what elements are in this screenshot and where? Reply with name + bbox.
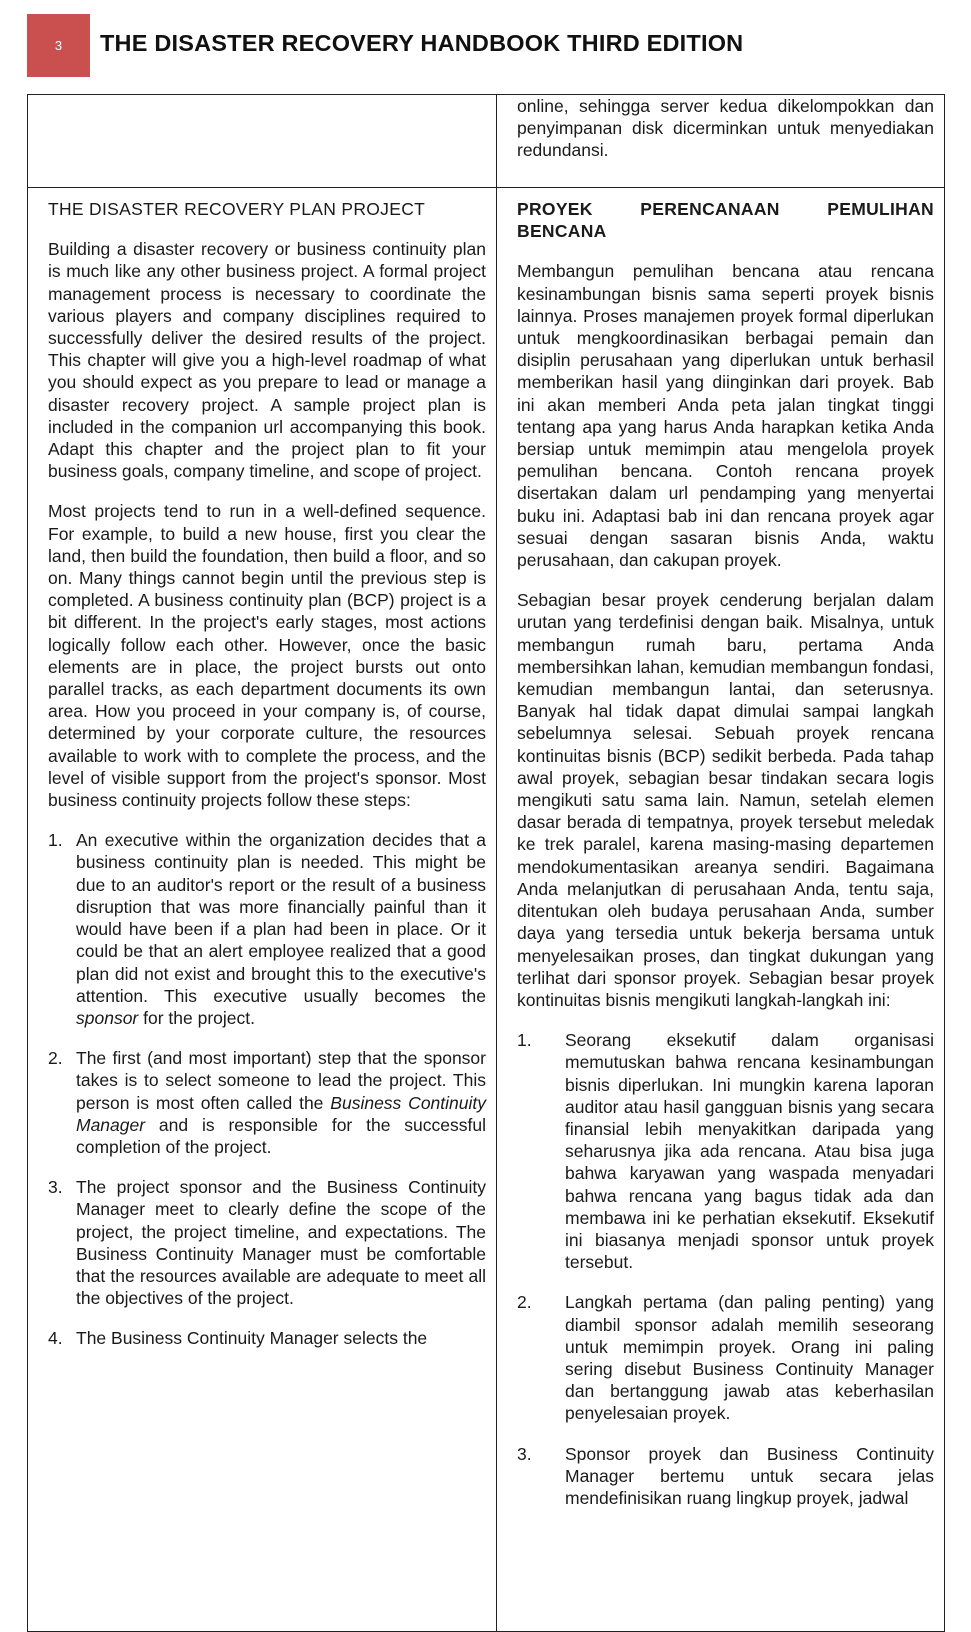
step-text: The first (and most important) step that the sponsor takes is to select someone to lead the project. This person is most often called the [76, 1048, 486, 1113]
step-text-end: and is responsible for the successful completion of the project. [76, 1114, 486, 1157]
list-item [48, 829, 486, 1029]
step-text-end: for the project. [138, 1007, 255, 1028]
continued-paragraph: online, sehingga server kedua dikelompokkan dan penyimpanan disk dicerminkan untuk menyediakan redundansi. [517, 96, 934, 161]
list-number: 1. [517, 1030, 532, 1051]
page-number: 3 [54, 38, 63, 53]
translation-table [27, 94, 945, 1632]
list-item [48, 1176, 486, 1309]
list-number: 2. [48, 1048, 63, 1069]
english-paragraph-2: Most projects tend to run in a well-defined sequence. For example, to build a new house, first you clear the land, then build the foundation, then build a floor, and so on. Many things cannot begin until the previous step is completed. A business continuity plan (BCP) project is a bit different. In the project's early stages, most actions logically follow each other. However, once the basic elements are in place, the project bursts out onto parallel tracks, as each department documents its own area. How you proceed in your company is, of course, determined by your corporate culture, the resources available to work with to complete the process, and the level of visible support from the project's sponsor. Most business continuity projects follow these steps: [48, 501, 486, 811]
english-cell [28, 188, 497, 1632]
step-emphasis: Business Continuity Manager [76, 1092, 486, 1135]
table-row [28, 95, 945, 188]
list-item [48, 1327, 486, 1349]
section-heading-indonesian: PROYEK PERENCANAAN PEMULIHAN BENCANA [517, 199, 934, 242]
list-item [517, 1443, 934, 1510]
step-text: Langkah pertama (dan paling penting) yang diambil sponsor adalah memilih seseorang untuk memimpin proyek. Orang ini paling sering disebut Business Continuity Manager dan bertanggung jawab atas keberhasilan penyelesaian proyek. [565, 1292, 934, 1424]
english-paragraph-1: Building a disaster recovery or business continuity plan is much like any other business project. A formal project management process is necessary to coordinate the various players and company disciplines required to successfully deliver the desired results of the project. This chapter will give you a high-level roadmap of what you should expect as you prepare to lead or manage a disaster recovery project. A sample project plan is included in the companion url accompanying this book. Adapt this chapter and the project plan to fit your business goals, company timeline, and scope of project. [48, 239, 486, 482]
indonesian-steps-list [517, 1029, 934, 1509]
indonesian-paragraph-2: Sebagian besar proyek cenderung berjalan dalam urutan yang terdefinisi dengan baik. Misalnya, untuk membangun rumah baru, pertama Anda membersihkan lahan, kemudian membangun fondasi, kemudian membangun lantai, dan seterusnya. Banyak hal tidak dapat dimulai sampai langkah sebelumnya selesai. Sebuah proyek rencana kontinuitas bisnis (BCP) sedikit berbeda. Pada tahap awal proyek, sebagian besar tindakan secara logis mengikuti satu sama lain. Namun, setelah elemen dasar berada di tempatnya, proyek tersebut meledak ke trek paralel, karena masing-masing departemen mendokumentasikan areanya sendiri. Bagaimana Anda melanjutkan di perusahaan Anda, tentu saja, ditentukan oleh budaya perusahaan Anda, sumber daya yang tersedia untuk bekerja bersama untuk menyelesaikan proses, dan tingkat dukungan yang terlihat dari sponsor proyek. Sebagian besar proyek kontinuitas bisnis mengikuti langkah-langkah ini: [517, 590, 934, 1010]
english-cell-empty [28, 95, 497, 188]
page-title: THE DISASTER RECOVERY HANDBOOK THIRD EDITION [100, 30, 744, 56]
list-number: 3. [48, 1177, 63, 1198]
list-item [517, 1029, 934, 1273]
step-text: The project sponsor and the Business Continuity Manager meet to clearly define the scope of the project, the project timeline, and expectations. The Business Continuity Manager must be comfortable that the resources available are adequate to meet all the objectives of the project. [76, 1177, 486, 1309]
page-number-badge [27, 14, 90, 77]
list-number: 2. [517, 1292, 532, 1313]
step-text: Sponsor proyek dan Business Continuity Manager bertemu untuk secara jelas mendefinisikan ruang lingkup proyek, jadwal [565, 1443, 934, 1508]
list-number: 4. [48, 1328, 63, 1349]
english-steps-list [48, 829, 486, 1349]
indonesian-paragraph-1: Membangun pemulihan bencana atau rencana kesinambungan bisnis sama seperti proyek bisnis lainnya. Proses manajemen proyek formal diperlukan untuk mengkoordinasikan berbagai pemain dan disiplin perusahaan yang diperlukan untuk berhasil memberikan hasil yang diinginkan dari proyek. Bab ini akan memberi Anda peta jalan tingkat tinggi tentang apa yang harus Anda harapkan ketika Anda bersiap untuk memimpin atau mengelola proyek pemulihan bencana. Contoh rencana proyek disertakan dalam url pendamping yang menyertai buku ini. Adaptasi bab ini dan rencana proyek agar sesuai dengan sasaran bisnis Anda, waktu perusahaan, dan cakupan proyek. [517, 261, 934, 571]
step-text: Seorang eksekutif dalam organisasi memutuskan bahwa rencana kesinambungan bisnis diperlukan. Ini mungkin karena laporan auditor atau hasil gangguan bisnis yang secara finansial lebih menyakitkan daripada yang seharusnya jika ada rencana. Atau bisa juga bahwa karyawan yang waspada menyadari bahwa rencana yang bagus tidak ada dan membawa ini ke perhatian eksekutif. Eksekutif ini biasanya menjadi sponsor untuk proyek tersebut. [565, 1030, 934, 1273]
section-heading-english: THE DISASTER RECOVERY PLAN PROJECT [48, 199, 426, 219]
list-item [48, 1047, 486, 1158]
step-text: The Business Continuity Manager selects the [76, 1328, 428, 1349]
table-row [28, 188, 945, 1632]
list-number: 1. [48, 830, 63, 851]
list-number: 3. [517, 1443, 532, 1464]
list-item [517, 1291, 934, 1424]
indonesian-cell [497, 95, 945, 188]
step-emphasis: sponsor [76, 1007, 139, 1028]
indonesian-cell [497, 188, 945, 1632]
step-text: An executive within the organization decides that a business continuity plan is needed. This might be due to an auditor's report or the result of a business disruption that was more financially painful than it would have been if a plan had been in place. Or it could be that an alert employee realized that a good plan did not exist and brought this to the executive's attention. This executive usually becomes the [76, 830, 486, 1006]
